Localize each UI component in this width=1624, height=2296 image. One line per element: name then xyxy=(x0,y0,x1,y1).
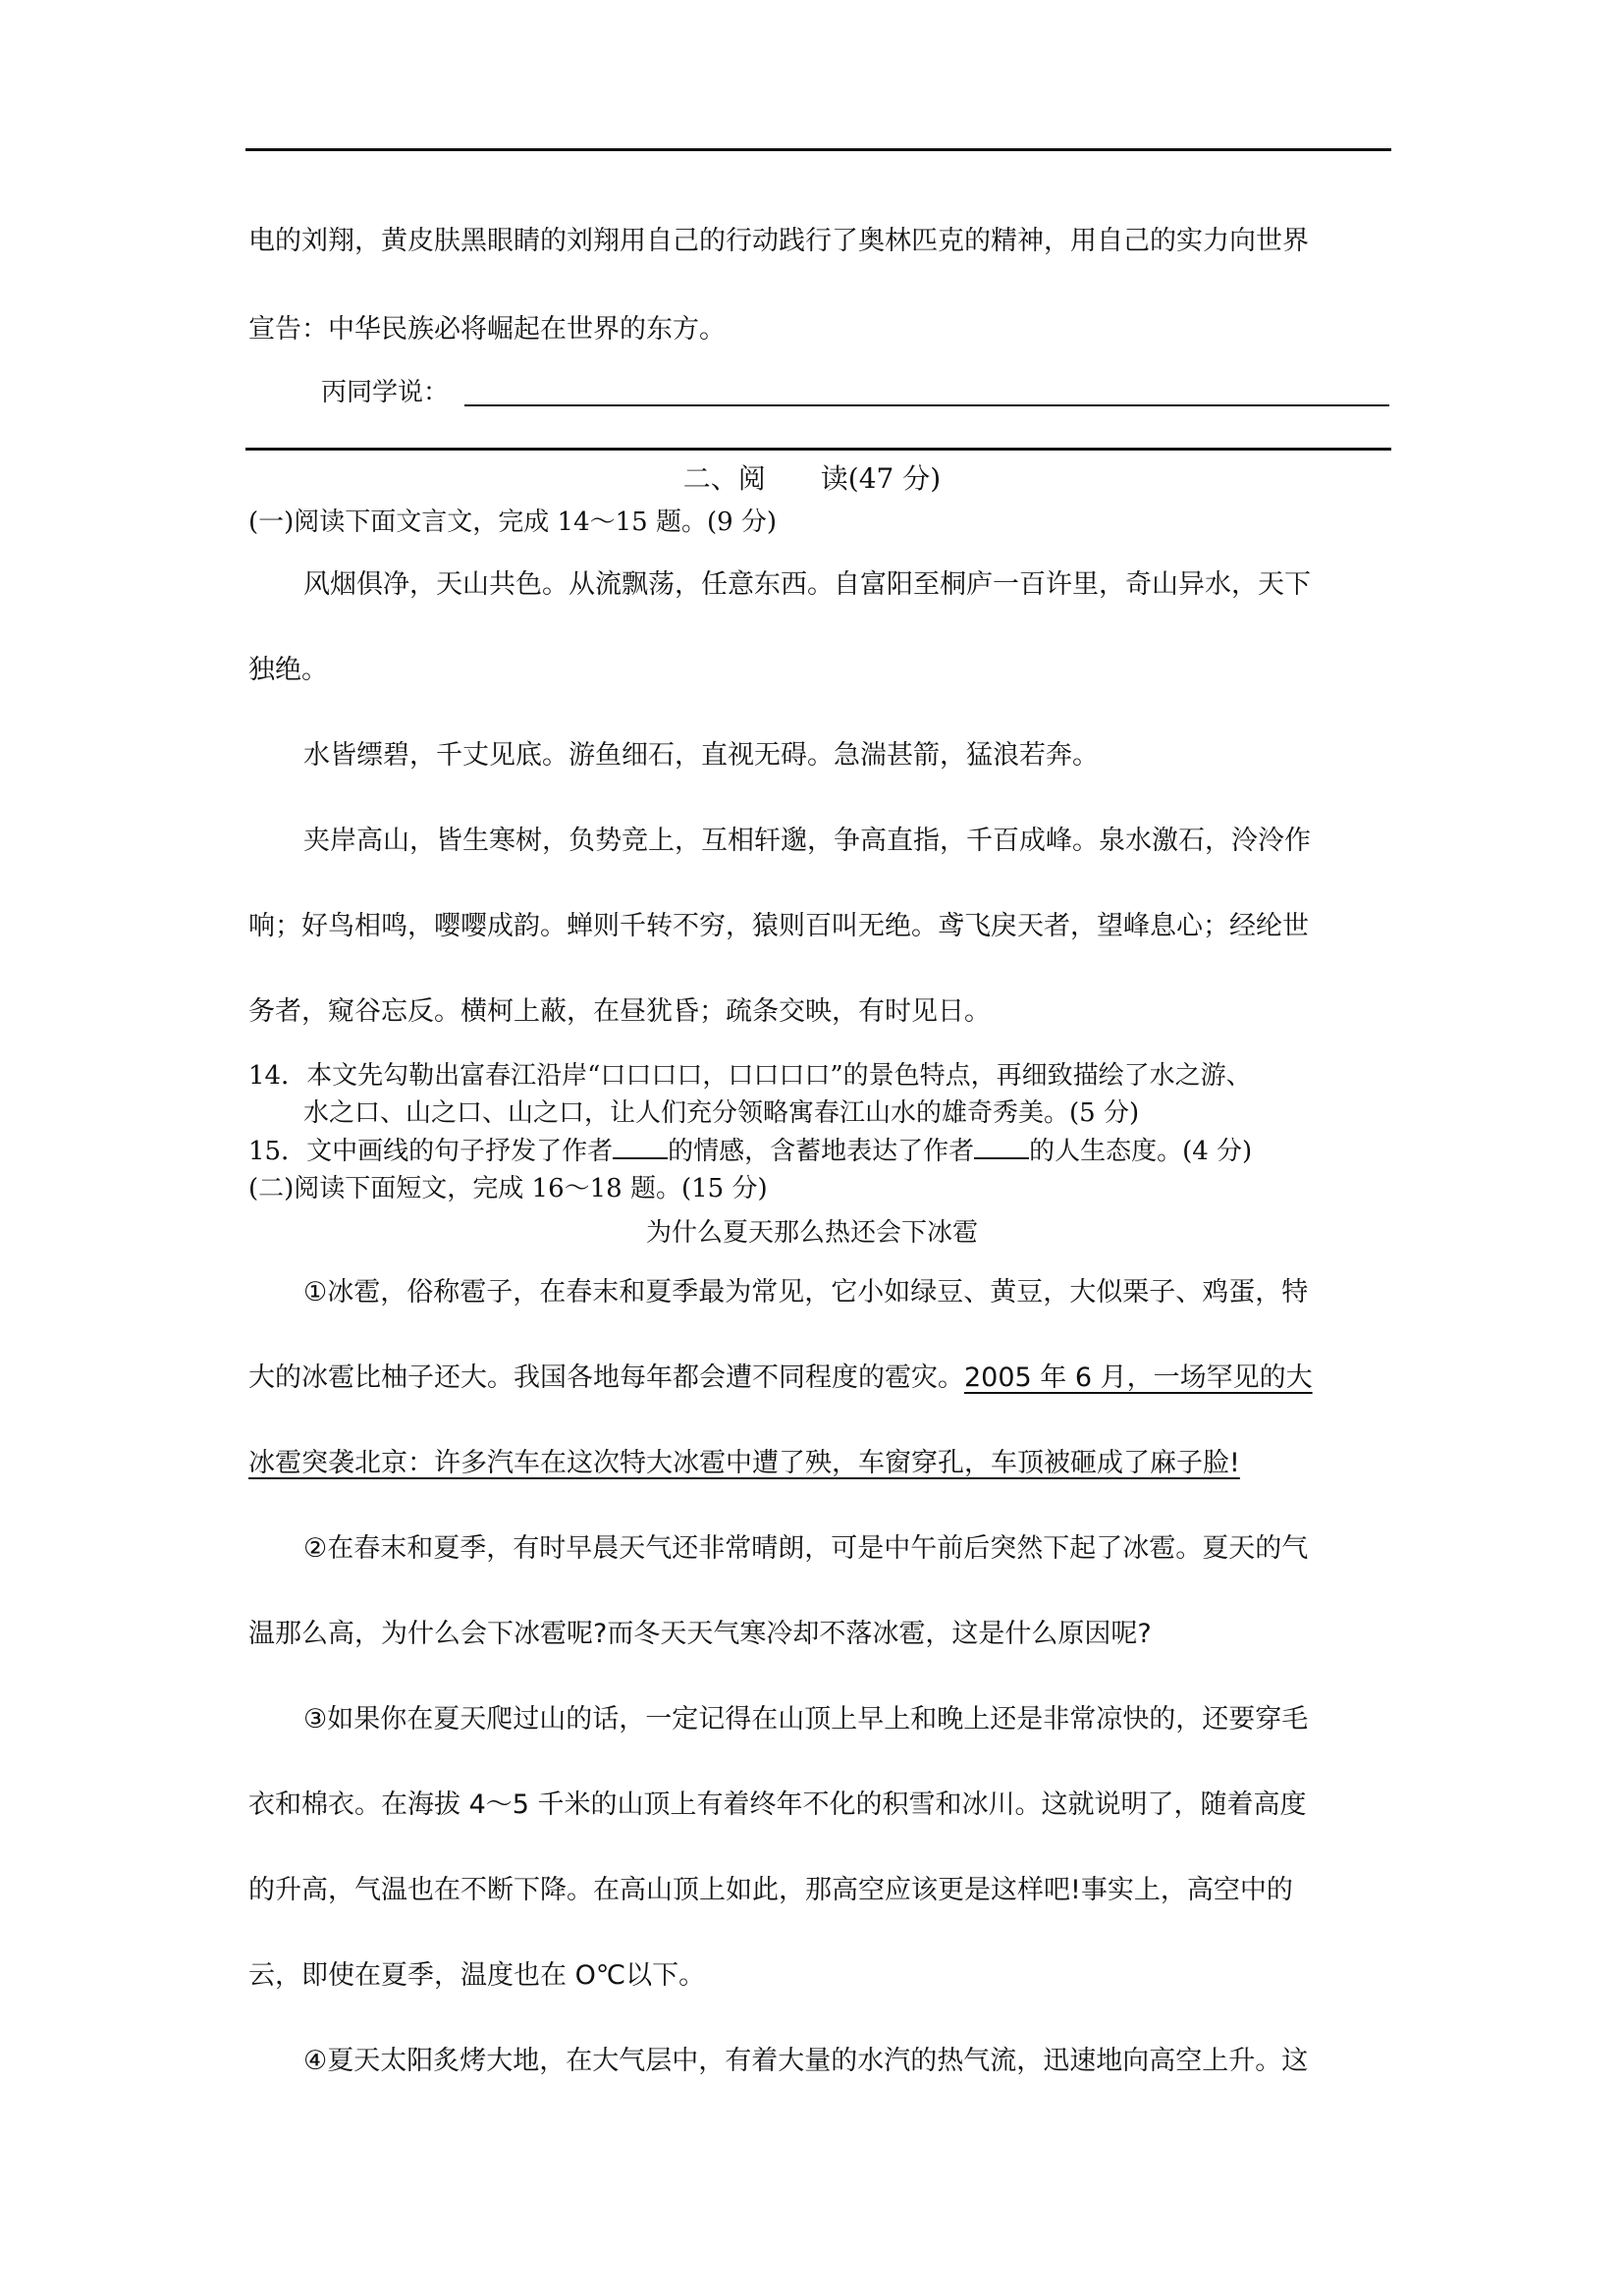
a1-line-1: ①冰雹，俗称雹子，在春末和夏季最为常见，它小如绿豆、黄豆，大似栗子、鸡蛋，特 xyxy=(303,1277,1309,1308)
a3-line-3: 的升高，气温也在不断下降。在高山顶上如此，那高空应该更是这样吧!事实上，高空中的 xyxy=(248,1875,1293,1905)
a4-line-1: ④夏天太阳炙烤大地，在大气层中，有着大量的水汽的热气流，迅速地向高空上升。这 xyxy=(303,2046,1309,2076)
p3-line-3: 务者，窥谷忘反。横柯上蔽，在昼犹昏；疏条交映，有时见日。 xyxy=(248,996,991,1027)
a1-line-2-text: 大的冰雹比柚子还大。我国各地每年都会遭不同程度的雹灾。 xyxy=(248,1362,964,1393)
a2-line-2: 温那么高，为什么会下冰雹呢?而冬天天气寒冷却不落冰雹，这是什么原因呢? xyxy=(248,1619,1152,1649)
answer-line[interactable] xyxy=(464,404,1389,406)
p1-line-2: 独绝。 xyxy=(248,655,328,685)
p3-line-1: 夹岸高山，皆生寒树，负势竞上，互相轩邈，争高直指，千百成峰。泉水激石，泠泠作 xyxy=(303,826,1311,856)
question-14-line-2: 水之口、山之口、山之口，让人们充分领略寓春江山水的雄奇秀美。(5 分) xyxy=(303,1098,1140,1128)
p3-line-2: 响；好鸟相鸣，嘤嘤成韵。蝉则千转不穷，猿则百叫无绝。鸢飞戾天者，望峰息心；经纶世 xyxy=(248,911,1309,941)
underlined-sentence-start: 2005 年 6 月，一场罕见的大 xyxy=(964,1362,1313,1393)
question-15-part-c: 的人生态度。(4 分) xyxy=(1029,1137,1253,1166)
blank-2[interactable] xyxy=(974,1134,1029,1159)
section-rule xyxy=(245,448,1391,451)
a3-line-4: 云，即使在夏季，温度也在 O℃以下。 xyxy=(248,1960,706,1991)
part1-instruction: (一)阅读下面文言文，完成 14～15 题。(9 分) xyxy=(248,507,778,537)
p2-line-1: 水皆缥碧，千丈见底。游鱼细石，直视无碍。急湍甚箭，猛浪若奔。 xyxy=(303,740,1099,771)
p1-line-1: 风烟俱净，天山共色。从流飘荡，任意东西。自富阳至桐庐一百许里，奇山异水，天下 xyxy=(303,569,1311,600)
question-15 xyxy=(248,1134,1252,1169)
a3-line-2: 衣和棉衣。在海拔 4～5 千米的山顶上有着终年不化的积雪和冰川。这就说明了，随着高度 xyxy=(248,1789,1307,1820)
question-15-part-b: 的情感，含蓄地表达了作者 xyxy=(668,1137,975,1166)
a1-line-3-underlined: 冰雹突袭北京：许多汽车在这次特大冰雹中遭了殃，车窗穿孔，车顶被砸成了麻子脸! xyxy=(248,1448,1240,1478)
section-heading: 二、阅 读(47 分) xyxy=(682,462,942,495)
a2-line-1: ②在春末和夏季，有时早晨天气还非常晴朗，可是中午前后突然下起了冰雹。夏天的气 xyxy=(303,1533,1309,1564)
part2-instruction: (二)阅读下面短文，完成 16～18 题。(15 分) xyxy=(248,1174,768,1203)
article-title: 为什么夏天那么热还会下冰雹 xyxy=(645,1218,978,1248)
intro-line-1: 电的刘翔，黄皮肤黑眼睛的刘翔用自己的行动践行了奥林匹克的精神，用自己的实力向世界 xyxy=(248,226,1309,256)
top-rule xyxy=(245,148,1391,151)
question-15-part-a: 15．文中画线的句子抒发了作者 xyxy=(248,1137,614,1166)
prompt-label: 丙同学说： xyxy=(321,378,450,407)
intro-line-2: 宣告：中华民族必将崛起在世界的东方。 xyxy=(248,314,726,345)
a3-line-1: ③如果你在夏天爬过山的话，一定记得在山顶上早上和晚上还是非常凉快的，还要穿毛 xyxy=(303,1704,1309,1735)
a1-line-2 xyxy=(248,1361,1313,1396)
question-14-line-1: 14．本文先勾勒出富春江沿岸“口口口口，口口口口”的景色特点，再细致描绘了水之游、 xyxy=(248,1061,1252,1091)
blank-1[interactable] xyxy=(613,1134,668,1159)
